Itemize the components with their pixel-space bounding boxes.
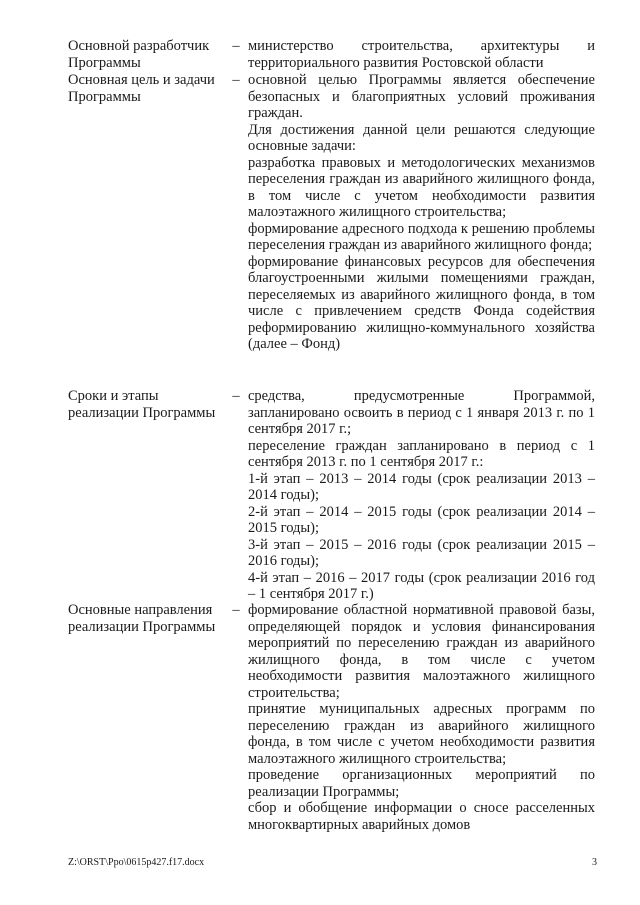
paragraph: формирование адресного подхода к решению проблемы переселения граждан из аварийного жилищного фонда; — [248, 220, 595, 253]
footer-file-path: Z:\ORST\Ppo\0615p427.f17.docx — [68, 857, 205, 868]
paragraph: разработка правовых и методологических механизмов переселения граждан из аварийного жилищного фонда, в том числе с учетом необходимости развития малоэтажного жилищного строительства; — [248, 154, 595, 220]
dash: – — [232, 72, 240, 88]
page-number: 3 — [592, 857, 597, 868]
paragraph: проведение организационных мероприятий по реализации Программы; — [248, 767, 595, 800]
row-label: Основной разработчик Программы — [68, 38, 210, 71]
paragraph: формирование финансовых ресурсов для обеспечения благоустроенными жилыми помещениями граждан, переселяемых из аварийного жилищного фонда, в том числе с привлечением средств Фонда содействия реформированию жилищно-коммунального хозяйства (далее – Фонд) — [248, 253, 595, 352]
row-value — [248, 602, 595, 833]
paragraph: 1-й этап – 2013 – 2014 годы (срок реализации 2013 – 2014 годы); — [248, 470, 595, 503]
row-value — [248, 72, 595, 353]
row-label: Основная цель и задачи Программы — [68, 72, 215, 105]
dash: – — [232, 602, 240, 618]
paragraph: основной целью Программы является обеспечение безопасных и благоприятных условий проживания граждан. — [248, 72, 595, 121]
paragraph: сбор и обобщение информации о сносе расселенных многоквартирных аварийных домов — [248, 800, 595, 833]
paragraph: 2-й этап – 2014 – 2015 годы (срок реализации 2014 – 2015 годы); — [248, 503, 595, 536]
paragraph: 4-й этап – 2016 – 2017 годы (срок реализации 2016 год – 1 сентября 2017 г.) — [248, 569, 595, 602]
row-label: Сроки и этапы реализации Программы — [68, 388, 216, 421]
dash: – — [232, 388, 240, 404]
row-label: Основные направления реализации Программы — [68, 602, 216, 635]
paragraph: министерство строительства, архитектуры и территориального развития Ростовской области — [248, 38, 595, 71]
paragraph: формирование областной нормативной правовой базы, определяющей порядок и условия финансирования мероприятий по переселению граждан из аварийного жилищного фонда, в том числе с учетом необходимости развития малоэтажного жилищного строительства; — [248, 602, 595, 701]
row-value — [248, 38, 595, 71]
row-value — [248, 388, 595, 603]
paragraph: Для достижения данной цели решаются следующие основные задачи: — [248, 121, 595, 154]
dash: – — [232, 38, 240, 54]
paragraph: принятие муниципальных адресных программ по переселению граждан из аварийного жилищного фонда, в том числе с учетом необходимости развития малоэтажного жилищного строительства; — [248, 701, 595, 767]
paragraph: 3-й этап – 2015 – 2016 годы (срок реализации 2015 – 2016 годы); — [248, 536, 595, 569]
paragraph: переселение граждан запланировано в период с 1 сентября 2013 г. по 1 сентября 2017 г.: — [248, 437, 595, 470]
paragraph: средства, предусмотренные Программой, запланировано освоить в период с 1 января 2013 г. по 1 сентября 2017 г.; — [248, 388, 595, 437]
